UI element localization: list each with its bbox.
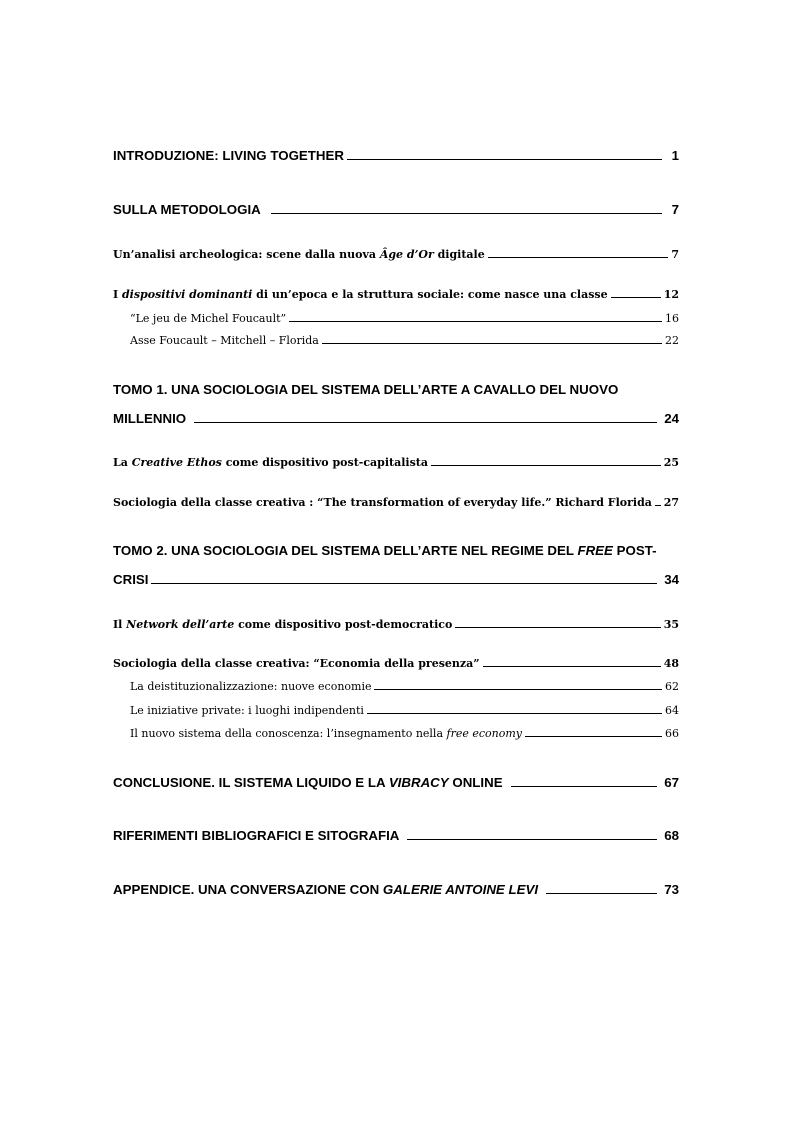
toc-page-number: 67: [664, 775, 679, 790]
toc-leader-line: [431, 464, 661, 466]
toc-entry-title: Un’analisi archeologica: scene dalla nuova Âge d’Or digitale: [113, 248, 485, 261]
toc-page-number: 24: [664, 411, 679, 426]
toc-leader-line: [655, 504, 661, 506]
toc-entry-deistituzionalizzazione[interactable]: [130, 680, 679, 693]
toc-leader-line: [289, 320, 662, 322]
toc-entry-tomo2[interactable]: [113, 572, 679, 587]
toc-entry-analisi-archeologica[interactable]: [113, 248, 679, 261]
toc-page-number: 68: [664, 828, 679, 843]
toc-leader-line: [483, 665, 661, 667]
toc-entry-title: MILLENNIO: [113, 411, 187, 426]
toc-leader-line: [611, 296, 661, 298]
toc-leader-line: [322, 342, 662, 344]
toc-entry-title: La deistituzionalizzazione: nuove economie: [130, 680, 372, 693]
toc-entry-sistema-conoscenza[interactable]: [130, 727, 679, 740]
toc-leader-line: [347, 158, 662, 160]
toc-entry-conclusione[interactable]: [113, 775, 679, 790]
toc-entry-title: TOMO 1. UNA SOCIOLOGIA DEL SISTEMA DELL’ARTE A CAVALLO DEL NUOVO: [113, 382, 619, 397]
toc-page-number: 1: [671, 148, 679, 163]
toc-leader-line: [367, 712, 662, 714]
toc-page-number: 25: [663, 456, 679, 469]
toc-entry-tomo1[interactable]: [113, 411, 679, 426]
toc-entry-title: Sociologia della classe creativa: “Economia della presenza”: [113, 657, 480, 670]
toc-leader-line: [488, 256, 669, 258]
toc-leader-line: [511, 785, 658, 787]
toc-entry-title: Il Network dell’arte come dispositivo post-democratico: [113, 618, 453, 631]
toc-entry-sulla-metodologia[interactable]: [113, 202, 679, 217]
toc-entry-title: Sociologia della classe creativa : “The transformation of everyday life.” Richard Florida: [113, 496, 652, 509]
toc-entry-economia-presenza[interactable]: [113, 657, 679, 670]
toc-entry-title: Le iniziative private: i luoghi indipendenti: [130, 704, 364, 717]
toc-entry-title: Asse Foucault – Mitchell – Florida: [130, 334, 319, 347]
toc-leader-line: [525, 735, 662, 737]
toc-entry-title: I dispositivi dominanti di un’epoca e la struttura sociale: come nasce una classe: [113, 288, 608, 301]
toc-page-number: 7: [671, 248, 679, 261]
toc-entry-title: RIFERIMENTI BIBLIOGRAFICI E SITOGRAFIA: [113, 828, 400, 843]
toc-entry-creative-ethos[interactable]: [113, 456, 679, 469]
toc-entry-classe-creativa-florida[interactable]: [113, 496, 679, 509]
toc-leader-line: [546, 892, 657, 894]
toc-entry-title: TOMO 2. UNA SOCIOLOGIA DEL SISTEMA DELL’ARTE NEL REGIME DEL FREE POST-: [113, 543, 657, 558]
toc-entry-iniziative-private[interactable]: [130, 704, 679, 717]
toc-leader-line: [407, 838, 657, 840]
toc-page-number: 64: [665, 704, 679, 717]
toc-entry-asse-foucault[interactable]: [130, 334, 679, 347]
toc-entry-riferimenti[interactable]: [113, 828, 679, 843]
toc-entry-title: La Creative Ethos come dispositivo post-capitalista: [113, 456, 429, 469]
toc-entry-dispositivi-dominanti[interactable]: [113, 288, 679, 301]
toc-page-number: 35: [663, 618, 679, 631]
toc-page-number: 62: [665, 680, 679, 693]
toc-entry-title: CONCLUSIONE. IL SISTEMA LIQUIDO E LA VIBRACY ONLINE: [113, 775, 503, 790]
toc-leader-line: [194, 421, 657, 423]
toc-leader-line: [271, 212, 662, 214]
toc-page-number: 73: [664, 882, 679, 897]
toc-page-number: 34: [664, 572, 679, 587]
toc-page-number: 16: [665, 312, 679, 325]
toc-entry-title: Il nuovo sistema della conoscenza: l’insegnamento nella free economy: [130, 727, 523, 740]
toc-page-number: 22: [665, 334, 679, 347]
toc-entry-tomo1-line1[interactable]: [113, 382, 679, 397]
toc-entry-appendice[interactable]: [113, 882, 679, 897]
toc-leader-line: [151, 582, 657, 584]
toc-leader-line: [374, 688, 662, 690]
toc-entry-introduzione[interactable]: [113, 148, 679, 163]
toc-page-number: 12: [663, 288, 679, 301]
toc-entry-network-arte[interactable]: [113, 618, 679, 631]
toc-page-number: 7: [671, 202, 679, 217]
toc-page-number: 27: [663, 496, 679, 509]
toc-entry-jeu-foucault[interactable]: [130, 312, 679, 325]
toc-leader-line: [455, 626, 660, 628]
toc-entry-title: CRISI: [113, 572, 149, 587]
toc-entry-title: APPENDICE. UNA CONVERSAZIONE CON GALERIE ANTOINE LEVI: [113, 882, 539, 897]
toc-page-number: 48: [663, 657, 679, 670]
toc-page-number: 66: [665, 727, 679, 740]
toc-entry-tomo2-line1[interactable]: [113, 543, 679, 558]
toc-entry-title: SULLA METODOLOGIA: [113, 202, 261, 217]
toc-entry-title: INTRODUZIONE: LIVING TOGETHER: [113, 148, 344, 163]
toc-entry-title: “Le jeu de Michel Foucault”: [130, 312, 287, 325]
